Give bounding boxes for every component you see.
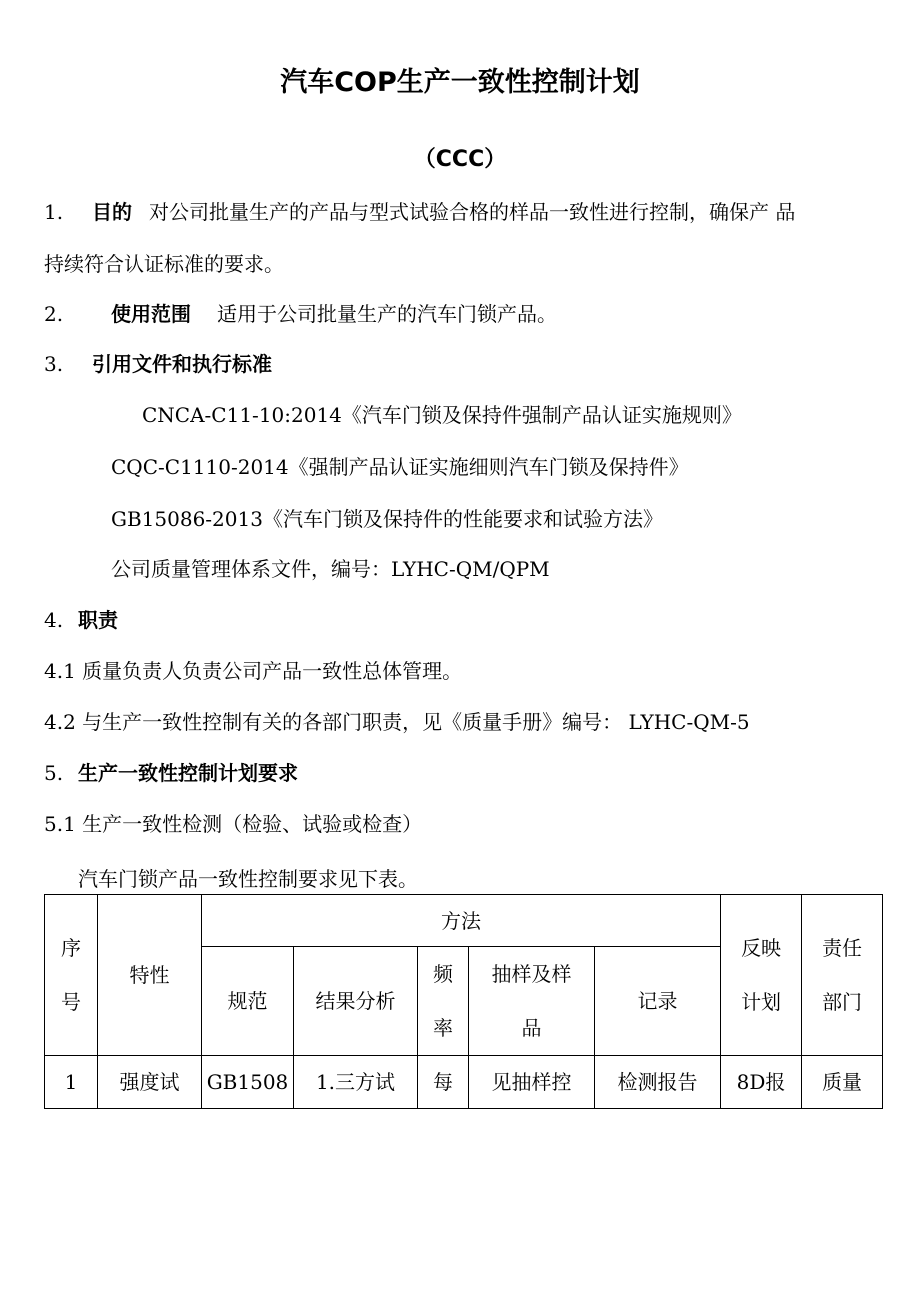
cell-analysis: 1.三方试 [294,1056,418,1109]
section-1-heading: 目的 [92,200,132,224]
header-seq-line: 号 [61,990,81,1014]
doc-title: 汽车COP生产一致性控制计划 [280,67,640,98]
header-dept-line: 部门 [822,990,863,1014]
cell-feature: 强度试 [98,1056,202,1109]
section-4-1-text: 4.1 质量负责人负责公司产品一致性总体管理。 [44,659,463,683]
section-2-text: 适用于公司批量生产的汽车门锁产品。 [217,302,557,326]
cell-record: 检测报告 [595,1056,721,1109]
cell-spec: GB1508 [202,1056,294,1109]
header-freq-line: 频 [433,962,453,986]
header-sampling-line: 品 [521,1016,542,1040]
section-1-text: 对公司批量生产的产品与型式试验合格的样品一致性进行控制，确保产 品 [149,200,796,224]
section-4-number: 4. [44,608,64,632]
header-freq-line: 率 [433,1016,453,1040]
control-plan-table [44,894,883,1109]
table-row [45,1056,883,1109]
table-caption: 汽车门锁产品一致性控制要求见下表。 [78,867,418,891]
section-2-number: 2. [44,302,64,326]
header-feature: 特性 [98,895,202,1056]
header-react-line: 计划 [741,990,782,1014]
section-1-text-cont: 持续符合认证标准的要求。 [44,252,284,276]
section-3-heading: 引用文件和执行标准 [92,352,272,376]
reference-item: CNCA-C11-10:2014《汽车门锁及保持件强制产品认证实施规则》 [142,403,742,427]
header-spec: 规范 [202,947,294,1056]
header-reaction-plan [721,895,802,1056]
header-responsible-dept [802,895,883,1056]
cell-frequency: 每 [418,1056,469,1109]
table-header-row [45,895,883,947]
section-4-2-text: 4.2 与生产一致性控制有关的各部门职责，见《质量手册》编号： LYHC-QM-5 [44,710,750,734]
section-5-1-text: 5.1 生产一致性检测（检验、试验或检查） [44,812,423,836]
section-5-heading: 生产一致性控制计划要求 [78,761,298,785]
header-method: 方法 [202,895,721,947]
cell-responsible-dept: 质量 [802,1056,883,1109]
header-sampling-line: 抽样及样 [491,962,572,986]
reference-item: 公司质量管理体系文件，编号：LYHC-QM/QPM [111,557,550,581]
section-2-heading: 使用范围 [111,302,191,326]
header-record: 记录 [595,947,721,1056]
header-analysis: 结果分析 [294,947,418,1056]
section-3-number: 3. [44,352,64,376]
section-1-number: 1. [44,200,64,224]
header-dept-line: 责任 [822,936,863,960]
reference-item: GB15086-2013《汽车门锁及保持件的性能要求和试验方法》 [111,507,663,531]
header-react-line: 反映 [741,936,782,960]
cell-sampling: 见抽样控 [469,1056,595,1109]
reference-item: CQC-C1110-2014《强制产品认证实施细则汽车门锁及保持件》 [111,455,689,479]
header-sampling [469,947,595,1056]
header-seq [45,895,98,1056]
section-4-heading: 职责 [78,608,118,632]
section-5-number: 5. [44,761,64,785]
header-seq-line: 序 [61,936,81,960]
header-frequency [418,947,469,1056]
doc-subtitle: （CCC） [413,147,507,172]
cell-reaction-plan: 8D报 [721,1056,802,1109]
cell-seq: 1 [45,1056,98,1109]
